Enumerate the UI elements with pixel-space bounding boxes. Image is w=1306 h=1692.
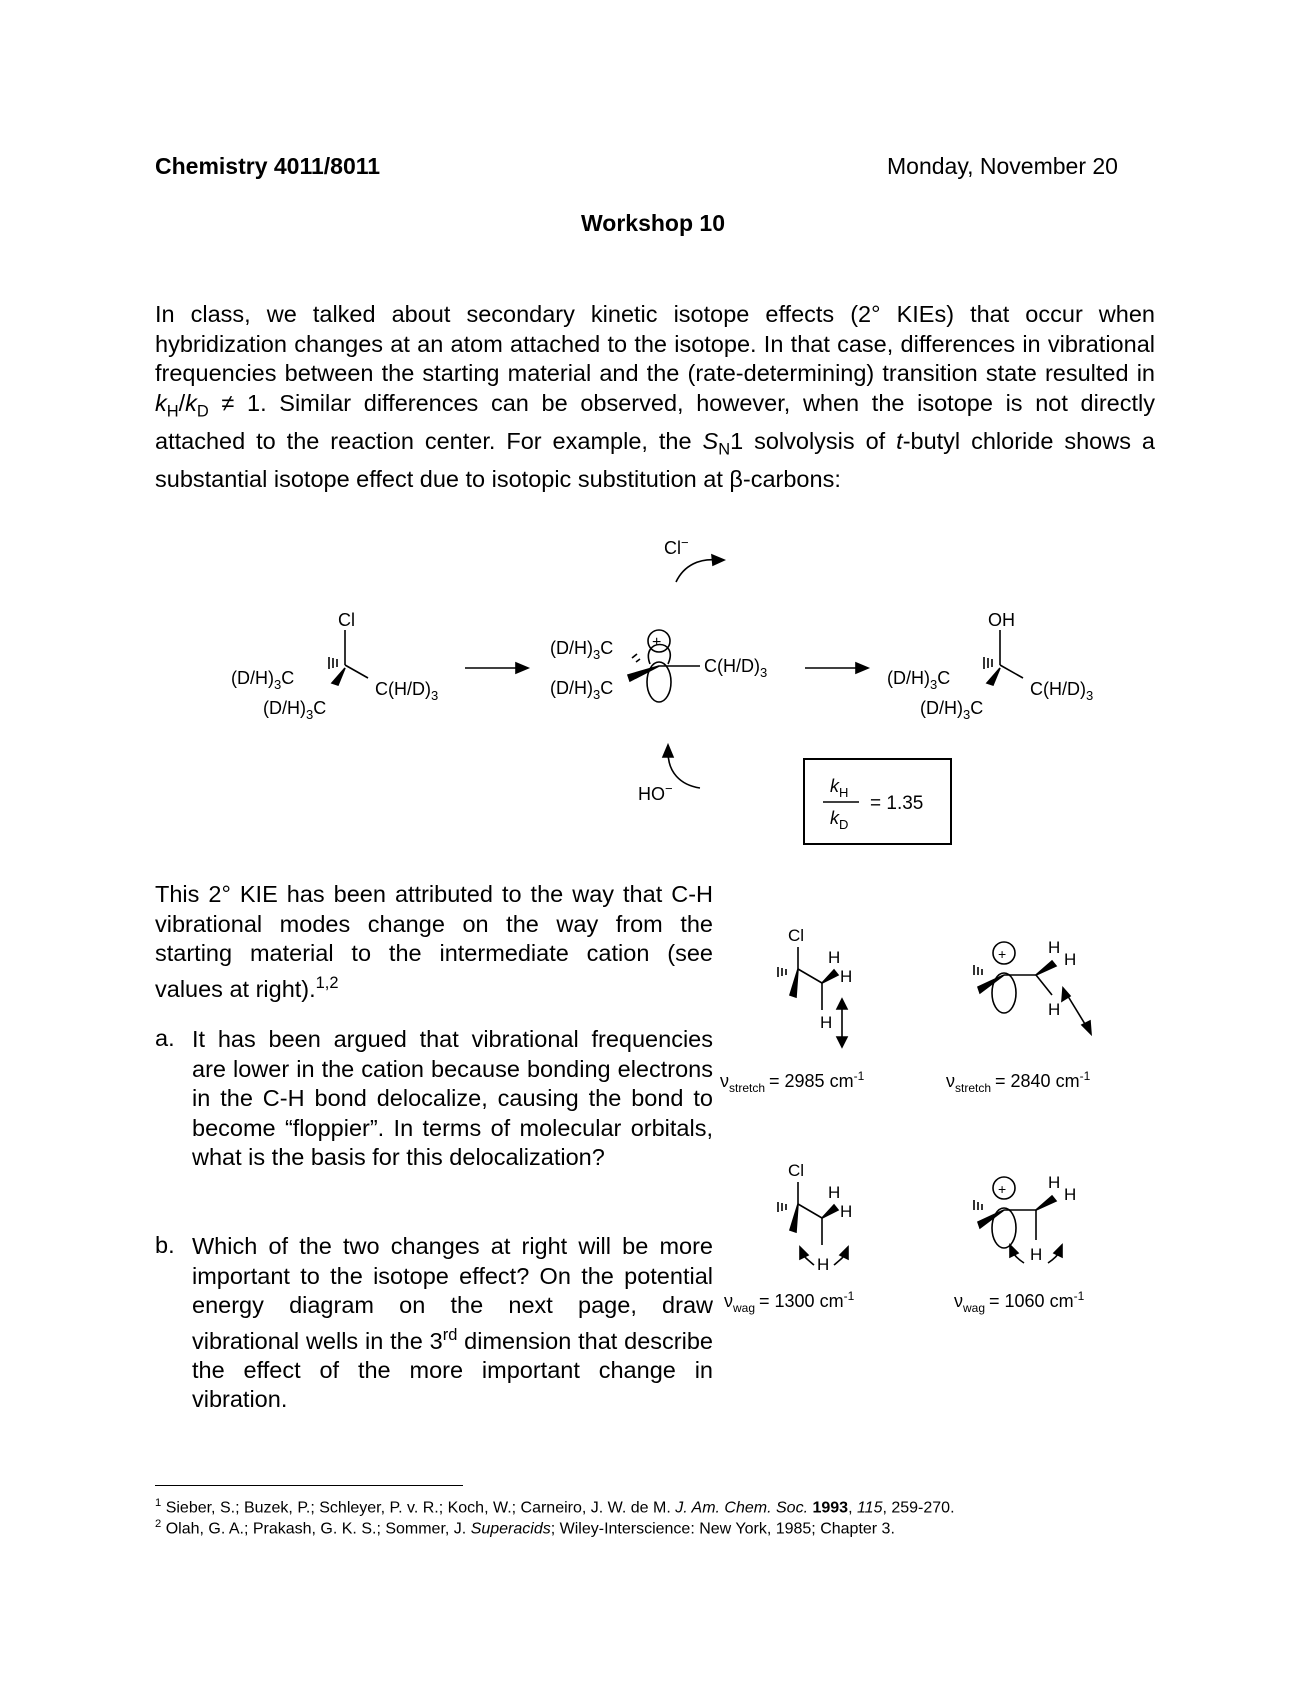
vib-br-plus: +: [998, 1181, 1007, 1197]
label-chd3-3: $C(H/D)_3$: [1030, 679, 1094, 703]
vibration-figures: [720, 895, 1140, 1365]
nu-stretch-sm: $\nu_{stretch} = 2985$ $cm^{-1}$: [720, 1069, 865, 1095]
vib-tr-h3: H: [1048, 1000, 1061, 1019]
label-oh: OH: [988, 610, 1015, 630]
vib-br-h1: H: [1048, 1173, 1061, 1192]
course-title: Chemistry 4011/8011: [155, 153, 381, 179]
label-chd3-2: $C(H/D)_3$: [704, 656, 768, 680]
nu-wag-cation: $\nu_{wag} = 1060$ $cm^{-1}$: [954, 1289, 1085, 1315]
page-title: Workshop 10: [581, 210, 725, 236]
vib-tr-h1: H: [1048, 938, 1061, 957]
vib-tl-h2: H: [840, 967, 853, 986]
kie-explanation: This 2° KIE has been attributed to the way that C-H vibrational modes change on the way from the starting material to the intermediate cation (see values at right).$^{1,2}$: [155, 881, 713, 1002]
vib-bl-h2: H: [840, 1202, 853, 1221]
kie-denominator: $k_D$: [830, 808, 849, 832]
kie-numerator: $k_H$: [830, 776, 849, 800]
vib-tl-h3: H: [820, 1013, 833, 1032]
label-chd3-1: $C(H/D)_3$: [375, 679, 439, 703]
reaction-scheme: [0, 520, 1306, 850]
footnote-rule: [155, 1485, 463, 1486]
vib-tr-plus: +: [998, 946, 1007, 962]
question-b: Which of the two changes at right will be more important to the isotope effect? On the potential energy diagram on the next page, draw vibrational wells in the 3rd dimension that describe the effect of the more important change in vibration.: [192, 1233, 713, 1413]
question-a-label: a.: [155, 1025, 175, 1051]
vib-br-h2: H: [1064, 1185, 1077, 1204]
label-cl-minus: Cl−: [664, 535, 689, 558]
nu-wag-sm: $\nu_{wag} = 1300$ $cm^{-1}$: [724, 1289, 855, 1315]
cation-plus: +: [652, 634, 662, 651]
label-dh3c-2b: $(D/H)_3C$: [550, 678, 614, 702]
vib-bl-h1: H: [828, 1183, 841, 1202]
kie-value: = 1.35: [870, 793, 924, 814]
question-b-label: b.: [155, 1232, 175, 1258]
vib-tl-h1: H: [828, 948, 841, 967]
label-cl: Cl: [338, 610, 355, 630]
vib-bl-cl: Cl: [788, 1161, 805, 1180]
date: Monday, November 20: [887, 153, 1118, 179]
label-dh3c-3a: $(D/H)_3C$: [887, 668, 951, 692]
footnote-1: $^1$ Sieber, S.; Buzek, P.; Schleyer, P. v. R.; Koch, W.; Carneiro, J. W. de M. J. Am. Chem. Soc. 1993, 115, 259-270.: [155, 1497, 955, 1517]
label-dh3c-1a: $(D/H)_3C$: [231, 668, 295, 692]
vib-br-h3: H: [1030, 1245, 1043, 1264]
nu-stretch-cation: $\nu_{stretch} = 2840$ $cm^{-1}$: [946, 1069, 1091, 1095]
kie-box: [803, 758, 952, 845]
vib-tl-cl: Cl: [788, 926, 805, 945]
footnote-2: $^2$ Olah, G. A.; Prakash, G. K. S.; Sommer, J. Superacids; Wiley-Interscience: New York, 1985; Chapter 3.: [155, 1518, 895, 1538]
intro-paragraph: In class, we talked about secondary kinetic isotope effects (2° KIEs) that occur when hybridization changes at an atom attached to the isotope. In that case, differences in vibrational frequencies between the starting material and the (rate-determining) transition state resulted in $k_H/k_D \ne 1$. Similar differences can be observed, however, when the isotope is not directly attached to the reaction center. For example, the $S_N1$ solvolysis of t-butyl chloride shows a substantial isotope effect due to isotopic substitution at β-carbons:: [155, 301, 1155, 492]
label-dh3c-2a: $(D/H)_3C$: [550, 638, 614, 662]
label-ho-minus: HO−: [638, 781, 673, 804]
vib-tr-h2: H: [1064, 950, 1077, 969]
label-dh3c-1b: $(D/H)_3C$: [263, 698, 327, 722]
vib-bl-h3: H: [817, 1255, 830, 1274]
label-dh3c-3b: $(D/H)_3C$: [920, 698, 984, 722]
question-a: It has been argued that vibrational frequencies are lower in the cation because bonding electrons in the C-H bond delocalize, causing the bond to become “floppier”. In terms of molecular orbitals, what is the basis for this delocalization?: [192, 1026, 713, 1170]
